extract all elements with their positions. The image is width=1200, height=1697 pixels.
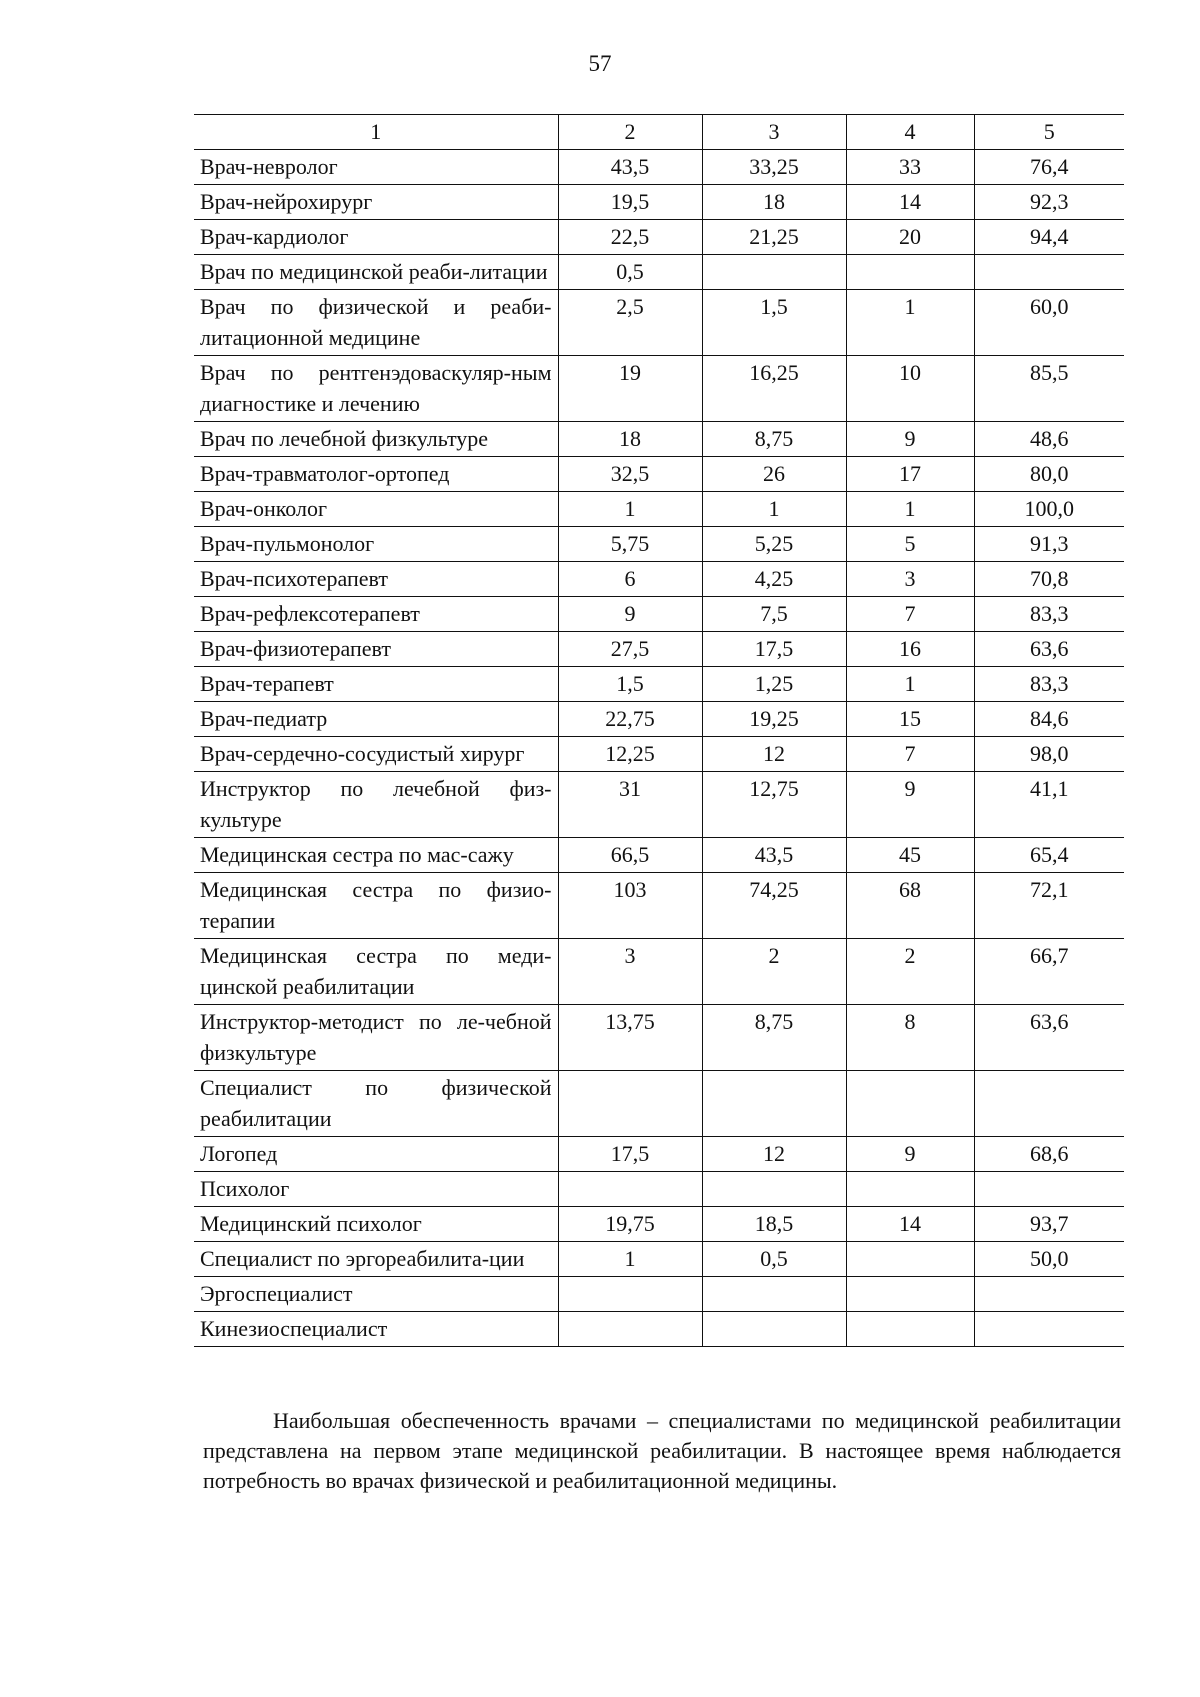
- table-row: [194, 1277, 1124, 1312]
- column-number-cell: 2: [558, 115, 702, 150]
- value-cell: 103: [558, 873, 702, 939]
- value-cell: 83,3: [974, 597, 1124, 632]
- value-cell: [846, 1172, 974, 1207]
- value-cell: 17,5: [702, 632, 846, 667]
- value-cell: 15: [846, 702, 974, 737]
- value-cell: 19: [558, 356, 702, 422]
- value-cell: 1: [846, 667, 974, 702]
- value-cell: 0,5: [702, 1242, 846, 1277]
- value-cell: [974, 1312, 1124, 1347]
- value-cell: 9: [846, 772, 974, 838]
- position-name-cell: Врач-рефлексотерапевт: [194, 597, 558, 632]
- value-cell: [974, 255, 1124, 290]
- value-cell: 7: [846, 737, 974, 772]
- value-cell: 20: [846, 220, 974, 255]
- value-cell: [558, 1277, 702, 1312]
- value-cell: [702, 1172, 846, 1207]
- position-name-cell: Врач-терапевт: [194, 667, 558, 702]
- value-cell: 10: [846, 356, 974, 422]
- value-cell: 5,75: [558, 527, 702, 562]
- value-cell: 1: [702, 492, 846, 527]
- value-cell: [702, 1312, 846, 1347]
- table-row: [194, 457, 1124, 492]
- value-cell: 0,5: [558, 255, 702, 290]
- value-cell: 16: [846, 632, 974, 667]
- value-cell: 17: [846, 457, 974, 492]
- table-row: [194, 255, 1124, 290]
- page-number: 57: [588, 51, 612, 76]
- value-cell: 68,6: [974, 1137, 1124, 1172]
- value-cell: [974, 1277, 1124, 1312]
- table-body: [194, 115, 1124, 1347]
- position-name-cell: Врач по физической и реаби-литационной медицине: [194, 290, 558, 356]
- value-cell: [558, 1312, 702, 1347]
- value-cell: 93,7: [974, 1207, 1124, 1242]
- table-row: [194, 702, 1124, 737]
- table-row: [194, 150, 1124, 185]
- value-cell: 6: [558, 562, 702, 597]
- value-cell: [846, 1312, 974, 1347]
- value-cell: 14: [846, 1207, 974, 1242]
- position-name-cell: Медицинская сестра по мас-сажу: [194, 838, 558, 873]
- value-cell: 68: [846, 873, 974, 939]
- position-name-cell: Врач-кардиолог: [194, 220, 558, 255]
- table-row: [194, 356, 1124, 422]
- value-cell: 7: [846, 597, 974, 632]
- value-cell: 98,0: [974, 737, 1124, 772]
- position-name-cell: Врач-онколог: [194, 492, 558, 527]
- value-cell: 9: [846, 1137, 974, 1172]
- value-cell: 13,75: [558, 1005, 702, 1071]
- value-cell: 63,6: [974, 632, 1124, 667]
- value-cell: 66,5: [558, 838, 702, 873]
- table-row: [194, 527, 1124, 562]
- position-name-cell: Врач-невролог: [194, 150, 558, 185]
- value-cell: 91,3: [974, 527, 1124, 562]
- table-row: [194, 667, 1124, 702]
- table-row: [194, 185, 1124, 220]
- value-cell: 76,4: [974, 150, 1124, 185]
- value-cell: [846, 255, 974, 290]
- value-cell: 12: [702, 737, 846, 772]
- column-number-cell: 1: [194, 115, 558, 150]
- position-name-cell: Медицинская сестра по физио-терапии: [194, 873, 558, 939]
- position-name-cell: Врач по лечебной физкультуре: [194, 422, 558, 457]
- value-cell: 31: [558, 772, 702, 838]
- value-cell: 18: [702, 185, 846, 220]
- value-cell: 14: [846, 185, 974, 220]
- value-cell: 22,5: [558, 220, 702, 255]
- value-cell: 1: [846, 492, 974, 527]
- table-header-row: [194, 115, 1124, 150]
- value-cell: 12: [702, 1137, 846, 1172]
- table-row: [194, 737, 1124, 772]
- value-cell: 17,5: [558, 1137, 702, 1172]
- value-cell: [846, 1242, 974, 1277]
- value-cell: 33: [846, 150, 974, 185]
- value-cell: 66,7: [974, 939, 1124, 1005]
- position-name-cell: Инструктор-методист по ле-чебной физкультуре: [194, 1005, 558, 1071]
- value-cell: 12,25: [558, 737, 702, 772]
- value-cell: 7,5: [702, 597, 846, 632]
- value-cell: 19,5: [558, 185, 702, 220]
- value-cell: 70,8: [974, 562, 1124, 597]
- value-cell: [702, 255, 846, 290]
- value-cell: 94,4: [974, 220, 1124, 255]
- value-cell: 43,5: [558, 150, 702, 185]
- table-row: [194, 873, 1124, 939]
- table-row: [194, 597, 1124, 632]
- data-table: [194, 114, 1124, 1347]
- value-cell: 3: [558, 939, 702, 1005]
- position-name-cell: Врач-травматолог-ортопед: [194, 457, 558, 492]
- position-name-cell: Врач-физиотерапевт: [194, 632, 558, 667]
- table-row: [194, 1172, 1124, 1207]
- value-cell: [846, 1277, 974, 1312]
- value-cell: 32,5: [558, 457, 702, 492]
- position-name-cell: Кинезиоспециалист: [194, 1312, 558, 1347]
- table-row: [194, 939, 1124, 1005]
- position-name-cell: Инструктор по лечебной физ-культуре: [194, 772, 558, 838]
- value-cell: 22,75: [558, 702, 702, 737]
- value-cell: 72,1: [974, 873, 1124, 939]
- table-row: [194, 1242, 1124, 1277]
- value-cell: 21,25: [702, 220, 846, 255]
- value-cell: 33,25: [702, 150, 846, 185]
- value-cell: 48,6: [974, 422, 1124, 457]
- column-number-cell: 5: [974, 115, 1124, 150]
- value-cell: 1,5: [702, 290, 846, 356]
- value-cell: 1: [846, 290, 974, 356]
- value-cell: 9: [846, 422, 974, 457]
- value-cell: 26: [702, 457, 846, 492]
- value-cell: 18,5: [702, 1207, 846, 1242]
- value-cell: 5,25: [702, 527, 846, 562]
- table-row: [194, 492, 1124, 527]
- value-cell: 9: [558, 597, 702, 632]
- table-row: [194, 1071, 1124, 1137]
- value-cell: 8,75: [702, 422, 846, 457]
- value-cell: 1,5: [558, 667, 702, 702]
- table-row: [194, 290, 1124, 356]
- value-cell: 63,6: [974, 1005, 1124, 1071]
- value-cell: 2: [702, 939, 846, 1005]
- value-cell: [974, 1071, 1124, 1137]
- position-name-cell: Врач-педиатр: [194, 702, 558, 737]
- value-cell: 3: [846, 562, 974, 597]
- position-name-cell: Врач по медицинской реаби-литации: [194, 255, 558, 290]
- value-cell: 2: [846, 939, 974, 1005]
- value-cell: 5: [846, 527, 974, 562]
- position-name-cell: Специалист по физической реабилитации: [194, 1071, 558, 1137]
- value-cell: 1: [558, 1242, 702, 1277]
- value-cell: 84,6: [974, 702, 1124, 737]
- table-row: [194, 562, 1124, 597]
- position-name-cell: Специалист по эргореабилита-ции: [194, 1242, 558, 1277]
- value-cell: 2,5: [558, 290, 702, 356]
- value-cell: 85,5: [974, 356, 1124, 422]
- column-number-cell: 4: [846, 115, 974, 150]
- position-name-cell: Врач-сердечно-сосудистый хирург: [194, 737, 558, 772]
- value-cell: 12,75: [702, 772, 846, 838]
- value-cell: 41,1: [974, 772, 1124, 838]
- position-name-cell: Медицинский психолог: [194, 1207, 558, 1242]
- value-cell: 1: [558, 492, 702, 527]
- value-cell: 4,25: [702, 562, 846, 597]
- value-cell: 60,0: [974, 290, 1124, 356]
- value-cell: [558, 1172, 702, 1207]
- value-cell: 8,75: [702, 1005, 846, 1071]
- value-cell: 27,5: [558, 632, 702, 667]
- value-cell: [558, 1071, 702, 1137]
- table-row: [194, 1312, 1124, 1347]
- value-cell: 83,3: [974, 667, 1124, 702]
- value-cell: 80,0: [974, 457, 1124, 492]
- value-cell: [846, 1071, 974, 1137]
- position-name-cell: Психолог: [194, 1172, 558, 1207]
- position-name-cell: Врач по рентгенэдоваскуляр-ным диагностике и лечению: [194, 356, 558, 422]
- position-name-cell: Эргоспециалист: [194, 1277, 558, 1312]
- value-cell: 50,0: [974, 1242, 1124, 1277]
- value-cell: 43,5: [702, 838, 846, 873]
- value-cell: 18: [558, 422, 702, 457]
- value-cell: [702, 1277, 846, 1312]
- value-cell: [702, 1071, 846, 1137]
- column-number-cell: 3: [702, 115, 846, 150]
- value-cell: 8: [846, 1005, 974, 1071]
- table-row: [194, 422, 1124, 457]
- table-row: [194, 1137, 1124, 1172]
- table-row: [194, 838, 1124, 873]
- table-row: [194, 772, 1124, 838]
- value-cell: 100,0: [974, 492, 1124, 527]
- table-row: [194, 632, 1124, 667]
- position-name-cell: Врач-пульмонолог: [194, 527, 558, 562]
- position-name-cell: Медицинская сестра по меди-цинской реабилитации: [194, 939, 558, 1005]
- position-name-cell: Врач-психотерапевт: [194, 562, 558, 597]
- table-row: [194, 220, 1124, 255]
- value-cell: 92,3: [974, 185, 1124, 220]
- value-cell: 74,25: [702, 873, 846, 939]
- table-row: [194, 1207, 1124, 1242]
- table-row: [194, 1005, 1124, 1071]
- value-cell: 19,75: [558, 1207, 702, 1242]
- value-cell: 65,4: [974, 838, 1124, 873]
- value-cell: 1,25: [702, 667, 846, 702]
- value-cell: 16,25: [702, 356, 846, 422]
- position-name-cell: Врач-нейрохирург: [194, 185, 558, 220]
- value-cell: [974, 1172, 1124, 1207]
- value-cell: 19,25: [702, 702, 846, 737]
- position-name-cell: Логопед: [194, 1137, 558, 1172]
- value-cell: 45: [846, 838, 974, 873]
- body-paragraph: Наибольшая обеспеченность врачами – специалистами по медицинской реабилитации представлена на первом этапе медицинской реабилитации. В настоящее время наблюдается потребность во врачах физической и реабилитационной медицины.: [203, 1408, 1121, 1493]
